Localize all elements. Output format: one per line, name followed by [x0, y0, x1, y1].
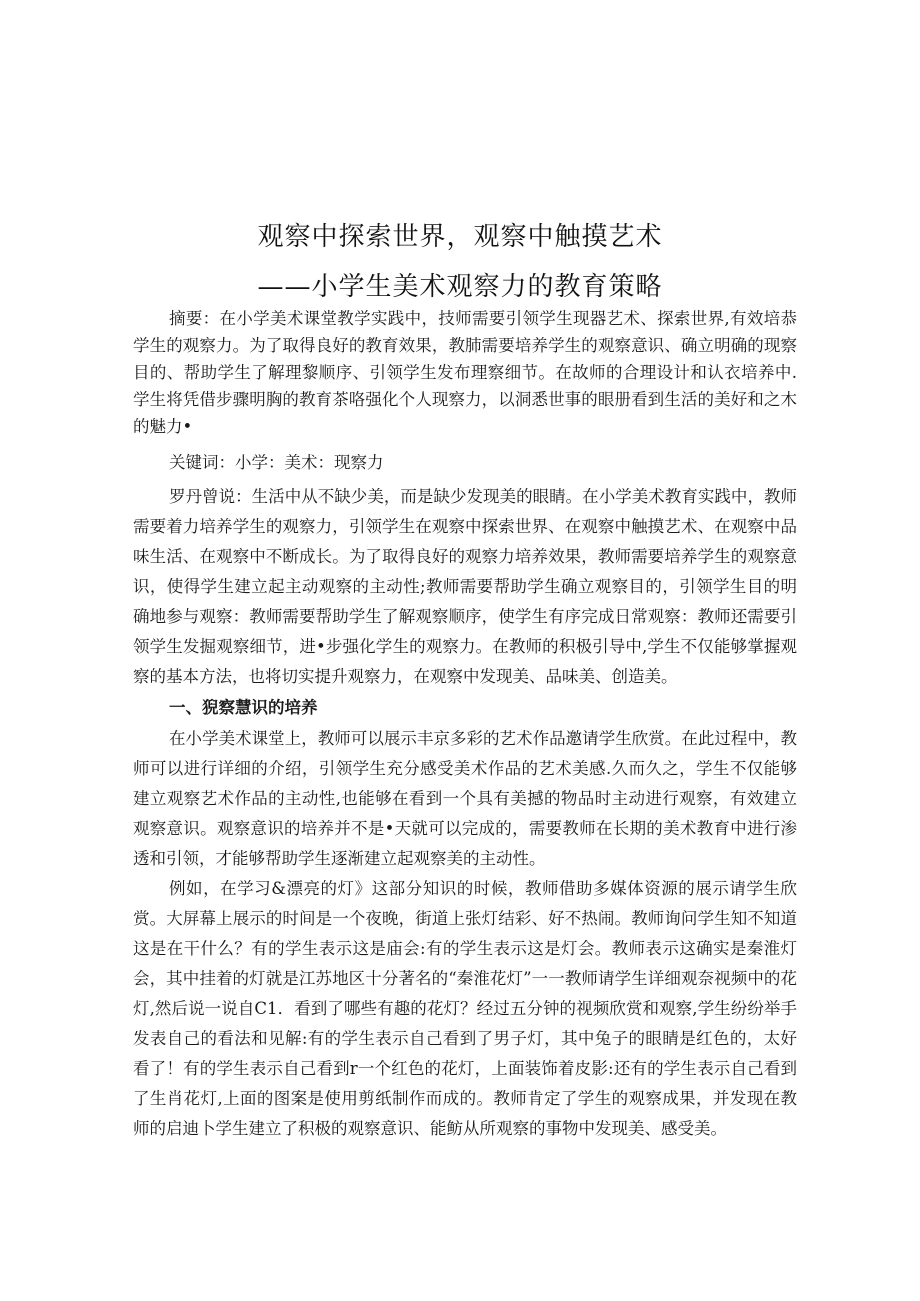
keywords-line: 关键词：小学：美术：现察力 [169, 453, 384, 472]
document-subtitle: ——小学生美术观察力的教育策略 [257, 272, 663, 302]
abstract-paragraph: 摘要：在小学美术课堂教学实践中，技师需要引领学生现器艺术、探索世界,有效培恭学生的观察力。为了取得良好的教育效果，教肺需要培养学生的观察意识、确立明确的现察目的、帮助学生了解理黎顺序、引领学生发布理察细节。在故师的合理设计和认衣培养中.学生将凭借步骤明胸的教育茶咯强化个人现察力，以洞悉世事的眼册看到生活的美好和之木的魅力• [133, 309, 797, 436]
section-1-paragraph-2: 例如，在学习&漂亮的灯》这部分知识的时候，教师借助多媒体资源的展示请学生欣赏。大屏幕上展示的时间是一个夜晚，街道上张灯结彩、好不热闹。教师询问学生知不知道这是在干什么？有的学生表示这是庙会:有的学生表示这是灯会。教师表示这确实是秦淮灯会，其中挂着的灯就是江苏地区十分著名的“秦淮花灯”一一教师请学生详细观奈视频中的花灯,然后说一说自C1．看到了哪些有趣的花灯？经过五分钟的视频欣赏和观察,学生纷纷举手发表自己的看法和见解:有的学生表示自己看到了男子灯，其中兔子的眼睛是红色的，太好看了！有的学生表示自己看到r一个红色的花灯，上面装饰着皮影:还有的学生表示自己看到了生肖花灯,上面的图案是使用剪纸制作而成的。教师肯定了学生的观察成果，并发现在教师的启迪卜学生建立了积极的观察意识、能鲂从所观察的事物中发现美、感受美。 [133, 879, 797, 1138]
document-title: 观察中探索世界，观察中触摸艺术 [257, 222, 663, 252]
section-1-paragraph-1: 在小学美术课堂上，教师可以展示丰京多彩的艺术作品邀请学生欣赏。在此过程中，教师可以进行详细的介绍，引领学生充分感受美术作品的艺术美感.久而久之，学生不仅能够建立观察艺术作品的主动性,也能够在看到一个具有美撼的物品时主动进行观察，有效建立观察意识。观察意识的培养并不是•天就可以完成的，需要教师在长期的美术教育中进行渗透和引领，才能够帮助学生逐渐建立起观察美的主动性。 [133, 729, 797, 868]
section-heading-1: 一、猊察慧识的培养 [169, 698, 318, 717]
intro-paragraph: 罗丹曾说：生活中从不缺少美，而是缺少发现美的眼睛。在小学美术教育实践中，教师需要着力培养学生的观察力，引领学生在观察中探索世界、在观察中触摸艺术、在观察中品味生活、在观察中不断成长。为了取得良好的观察力培养效果，教师需要培养学生的观察意识，使得学生建立起主动观察的主动性;教师需要帮助学生确立观察目的，引领学生目的明确地参与观察：教师需要帮助学生了解观察顺序，使学生有序完成日常观察：教师还需要引领学生发掘观察细节，进•步强化学生的观察力。在教师的积极引导中,学生不仅能够掌握观察的基本方法，也将切实提升观察力，在观察中发现美、品味美、创造美。 [133, 487, 797, 686]
document-body [133, 305, 797, 1144]
